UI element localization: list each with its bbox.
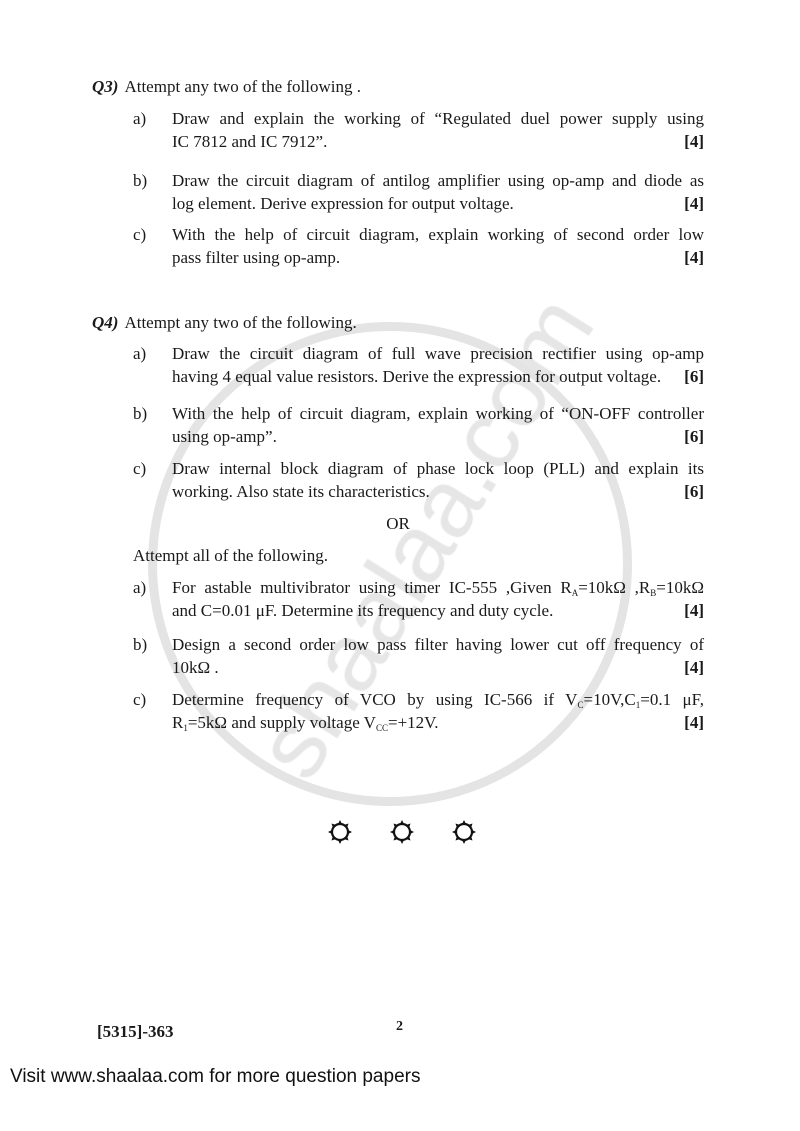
item-text: working. Also state its characteristics. [172, 482, 430, 501]
alt-instruction: Attempt all of the following. [133, 546, 328, 565]
item-text: 10kΩ . [172, 658, 219, 677]
item-text-line [172, 365, 704, 388]
item-text-line [172, 192, 704, 215]
item-body [172, 169, 704, 215]
question-item [133, 342, 704, 388]
item-label: a) [133, 109, 147, 128]
item-body [172, 688, 704, 734]
item-label: c) [133, 459, 147, 478]
question-item [133, 576, 704, 622]
item-body [172, 342, 704, 388]
item-text-line: Draw internal block diagram of phase lock loop (PLL) and explain its [172, 459, 704, 478]
item-text: and C=0.01 μF. Determine its frequency and duty cycle. [172, 601, 554, 620]
item-label: b) [133, 404, 148, 423]
item-text: having 4 equal value resistors. Derive the expression for output voltage. [172, 367, 662, 386]
marks-label: [4] [684, 132, 704, 151]
item-text-line [172, 599, 704, 622]
item-text-line [172, 480, 704, 503]
q4-heading [92, 311, 704, 334]
page-number: 2 [396, 1019, 403, 1034]
or-separator: OR [386, 514, 410, 533]
subscript: 1 [183, 723, 188, 733]
q3-instruction: Attempt any two of the following . [124, 77, 362, 96]
item-label: c) [133, 225, 147, 244]
marks-label: [4] [684, 601, 704, 620]
subscript: CC [375, 723, 388, 733]
item-body [172, 576, 704, 622]
q3-heading [92, 75, 704, 98]
question-item [133, 633, 704, 679]
q4-label: Q4) [92, 313, 119, 332]
marks-label: [6] [684, 427, 704, 446]
marks-label: [4] [684, 194, 704, 213]
item-body [172, 633, 704, 679]
item-text-line [172, 711, 704, 734]
item-body [172, 223, 704, 269]
item-label: b) [133, 171, 148, 190]
star-icon [390, 820, 414, 844]
item-text-line [172, 425, 704, 448]
item-text-line: Draw the circuit diagram of full wave precision rectifier using op-amp [172, 344, 704, 363]
marks-label: [4] [684, 713, 704, 732]
question-item [133, 223, 704, 269]
item-label: a) [133, 578, 147, 597]
star-icon [452, 820, 476, 844]
q4-instruction: Attempt any two of the following. [124, 313, 357, 332]
question-content [92, 75, 704, 734]
question-item [133, 107, 704, 153]
question-item [133, 402, 704, 448]
question-item [133, 169, 704, 215]
item-body [172, 107, 704, 153]
item-label: b) [133, 635, 148, 654]
end-marks [328, 820, 476, 844]
item-text: $R_1=5k\Omega$ and supply voltage $V_{CC}=+12V$. [172, 713, 439, 733]
item-text-line: Draw and explain the working of “Regulated duel power supply using [172, 109, 704, 128]
paper-code: [5315]-363 [97, 1022, 174, 1041]
subscript: A [571, 588, 579, 598]
item-text-line: Determine frequency of VCO by using IC-566 if $V_C=10V,C_1=0.1$ μF, [172, 690, 705, 710]
visit-link[interactable]: Visit www.shaalaa.com for more question papers [10, 1066, 421, 1087]
item-text-line: With the help of circuit diagram, explain working of second order low [172, 225, 704, 244]
item-label: a) [133, 344, 147, 363]
question-item [133, 688, 704, 734]
q4-items [133, 342, 704, 503]
marks-label: [4] [684, 248, 704, 267]
item-label: c) [133, 690, 147, 709]
q3-items [133, 107, 704, 269]
item-text: IC 7812 and IC 7912”. [172, 132, 328, 151]
question-item [133, 457, 704, 503]
item-body [172, 402, 704, 448]
subscript: C [577, 700, 584, 710]
item-text-line [172, 130, 704, 153]
subscript: B [650, 588, 657, 598]
item-text: pass filter using op-amp. [172, 248, 341, 267]
item-text-line [172, 246, 704, 269]
subscript: 1 [635, 700, 641, 710]
item-text: using op-amp”. [172, 427, 277, 446]
q4-alt-items [133, 576, 704, 734]
marks-label: [6] [684, 367, 704, 386]
marks-label: [6] [684, 482, 704, 501]
item-body [172, 457, 704, 503]
item-text: log element. Derive expression for output voltage. [172, 194, 514, 213]
item-text-line: With the help of circuit diagram, explain working of “ON-OFF controller [172, 404, 704, 423]
q3-label: Q3) [92, 77, 119, 96]
item-text-line [172, 656, 704, 679]
item-text-line: Design a second order low pass filter having lower cut off frequency of [172, 635, 704, 654]
marks-label: [4] [684, 658, 704, 677]
item-text-line: For astable multivibrator using timer IC-555 ,Given $R_A=10k\Omega$ $,R_B=10k\Omega$ [172, 578, 705, 598]
item-text-line: Draw the circuit diagram of antilog amplifier using op-amp and diode as [172, 171, 704, 190]
star-icon [328, 820, 352, 844]
